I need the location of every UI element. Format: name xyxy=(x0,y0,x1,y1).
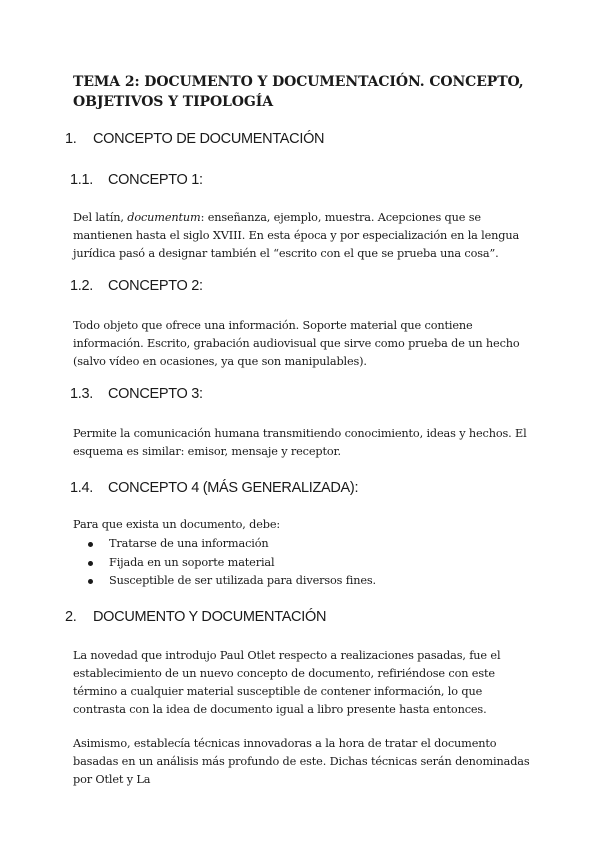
subsection-number: 1.3. xyxy=(70,386,93,402)
list-item-text: Susceptible de ser utilizada para diversos fines. xyxy=(109,574,376,587)
subsection-heading-1-1 xyxy=(70,172,203,188)
subsection-title: CONCEPTO 2: xyxy=(108,278,203,294)
subsection-title: CONCEPTO 1: xyxy=(108,172,203,188)
subsection-heading-1-3 xyxy=(70,386,203,402)
section-title: DOCUMENTO Y DOCUMENTACIÓN xyxy=(93,609,327,625)
paragraph-text: Asimismo, establecía técnicas innovadoras a la hora de tratar el documento basadas en un análisis más profundo de este. Dichas técnicas serán denominadas por Otlet y La xyxy=(73,737,530,786)
paragraph-text: Para que exista un documento, debe: xyxy=(73,518,281,531)
requirements-list xyxy=(88,535,376,591)
paragraph-concepto-1 xyxy=(73,209,533,263)
bullet-icon xyxy=(88,561,93,566)
subsection-number: 1.4. xyxy=(70,480,93,496)
subsection-number: 1.2. xyxy=(70,278,93,294)
list-item xyxy=(88,554,376,573)
list-item xyxy=(88,535,376,554)
paragraph-text: Todo objeto que ofrece una información. Soporte material que contiene información. Escrito, grabación audiovisual que sirve como prueba de un hecho (salvo vídeo en ocasiones, ya que son manipulables). xyxy=(73,319,520,368)
subsection-number: 1.1. xyxy=(70,172,93,188)
text-span: : enseñanza, ejemplo, muestra. Acepciones que se mantienen hasta el siglo XVIII. En esta época y por especialización en la lengua jurídica pasó a designar también el “escrito con el que se prueba una cosa”. xyxy=(73,211,520,260)
list-item-text: Fijada en un soporte material xyxy=(109,555,275,569)
subsection-heading-1-4 xyxy=(70,480,358,496)
subsection-title: CONCEPTO 3: xyxy=(108,386,203,402)
paragraph-otlet-2 xyxy=(73,735,533,789)
bullet-icon xyxy=(88,579,93,584)
bullet-icon xyxy=(88,542,93,547)
section-heading-1 xyxy=(65,131,324,147)
section-title: CONCEPTO DE DOCUMENTACIÓN xyxy=(93,131,325,147)
paragraph-concepto-2 xyxy=(73,317,533,371)
paragraph-text: La novedad que introdujo Paul Otlet respecto a realizaciones pasadas, fue el establecimiento de un nuevo concepto de documento, refiriéndose con este término a cualquier material susceptible de contener información, lo que contrasta con la idea de documento igual a libro presente hasta entonces. xyxy=(73,649,501,716)
paragraph-text: Permite la comunicación humana transmitiendo conocimiento, ideas y hechos. El esquema es similar: emisor, mensaje y receptor. xyxy=(73,427,527,458)
subsection-heading-1-2 xyxy=(70,278,203,294)
subsection-title: CONCEPTO 4 (MÁS GENERALIZADA): xyxy=(108,480,359,496)
section-heading-2 xyxy=(65,609,326,625)
section-number: 2. xyxy=(65,609,77,625)
italic-term: documentum xyxy=(127,211,201,224)
list-item xyxy=(88,572,376,591)
list-item-text: Tratarse de una información xyxy=(109,537,269,550)
paragraph-concepto-4-intro xyxy=(73,516,533,534)
paragraph-otlet-1 xyxy=(73,647,533,719)
section-number: 1. xyxy=(65,131,77,147)
paragraph-concepto-3 xyxy=(73,425,533,461)
text-span: Del latín, xyxy=(73,211,128,224)
document-title: TEMA 2: DOCUMENTO Y DOCUMENTACIÓN. CONCEPTO, OBJETIVOS Y TIPOLOGÍA xyxy=(73,74,524,110)
